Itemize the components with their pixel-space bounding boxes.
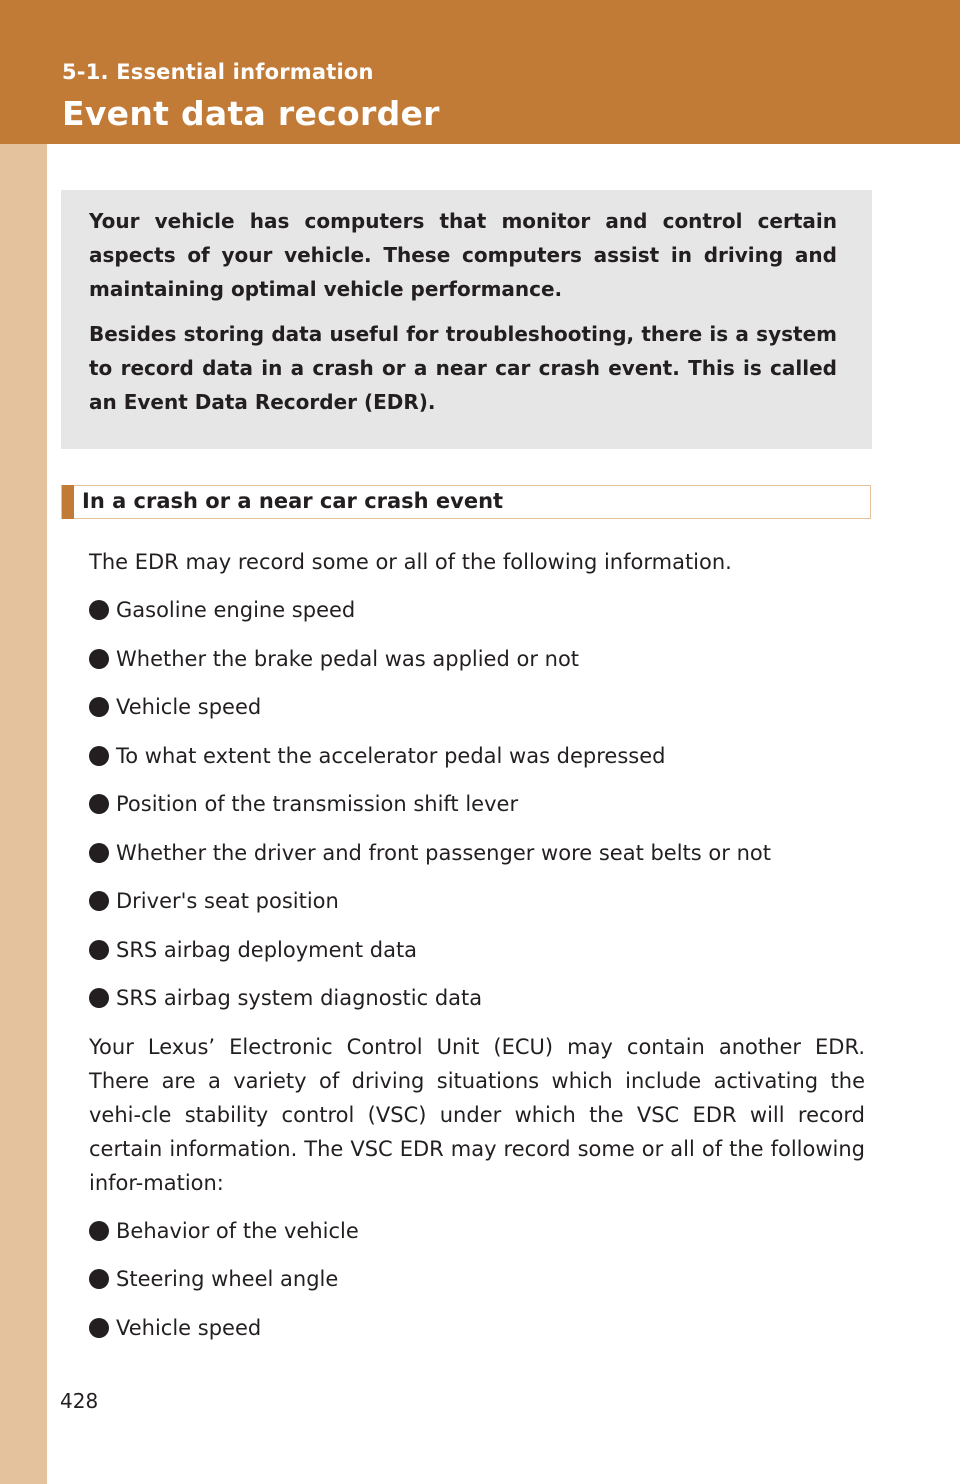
list-item-text: Driver's seat position (116, 889, 339, 913)
bullet-icon (89, 1318, 109, 1338)
list-item (89, 836, 771, 870)
list-item (89, 739, 666, 773)
lead-paragraph: The EDR may record some or all of the following information. (89, 550, 732, 574)
side-strip (0, 144, 47, 1484)
list-item-text: SRS airbag system diagnostic data (116, 986, 483, 1010)
bullet-icon (89, 600, 109, 620)
list-item-text: Vehicle speed (116, 1316, 262, 1340)
list-item-text: Whether the brake pedal was applied or not (116, 647, 580, 671)
page-header (0, 0, 960, 144)
list-item (89, 1214, 359, 1248)
list-item (89, 884, 339, 918)
bullet-icon (89, 697, 109, 717)
list-item (89, 593, 355, 627)
list-item-text: To what extent the accelerator pedal was depressed (116, 744, 666, 768)
intro-paragraph: Besides storing data useful for troubleshooting, there is a system to record data in a crash or a near car crash event. This is called an Event Data Recorder (EDR). (89, 322, 837, 414)
list-item (89, 981, 482, 1015)
list-item-text: SRS airbag deployment data (116, 938, 418, 962)
list-item-text: Steering wheel angle (116, 1267, 339, 1291)
watermark: carmanualsonline.info (684, 1454, 906, 1478)
list-item-text: Vehicle speed (116, 695, 262, 719)
section-label: 5-1. Essential information (62, 60, 374, 84)
sub-heading-marker (62, 485, 74, 519)
list-item-text: Gasoline engine speed (116, 598, 356, 622)
list-item-text: Position of the transmission shift lever (116, 792, 519, 816)
list-item (89, 1262, 338, 1296)
body-paragraph: Your Lexus’ Electronic Control Unit (ECU) may contain another EDR. There are a variety of driving situations which include activating the vehi-cle stability control (VSC) under which the VSC EDR will record certain information. The VSC EDR may record some or all of the following infor-mation: (89, 1035, 865, 1195)
bullet-icon (89, 746, 109, 766)
page-title: Event data recorder (62, 94, 440, 133)
bullet-icon (89, 988, 109, 1008)
intro-box (61, 190, 872, 449)
list-item (89, 787, 518, 821)
sub-heading (61, 485, 871, 519)
bullet-icon (89, 1221, 109, 1241)
bullet-icon (89, 843, 109, 863)
bullet-icon (89, 940, 109, 960)
bullet-icon (89, 794, 109, 814)
bullet-icon (89, 891, 109, 911)
list-item (89, 642, 579, 676)
list-item (89, 933, 417, 967)
sub-heading-text: In a crash or a near car crash event (82, 489, 504, 513)
intro-paragraph: Your vehicle has computers that monitor and control certain aspects of your vehicle. These computers assist in driving and maintaining optimal vehicle performance. (89, 209, 837, 301)
bullet-icon (89, 1269, 109, 1289)
bullet-icon (89, 649, 109, 669)
list-item-text: Behavior of the vehicle (116, 1219, 359, 1243)
list-item (89, 1311, 261, 1345)
page-number: 428 (60, 1389, 99, 1413)
list-item-text: Whether the driver and front passenger wore seat belts or not (116, 841, 771, 865)
list-item (89, 690, 261, 724)
